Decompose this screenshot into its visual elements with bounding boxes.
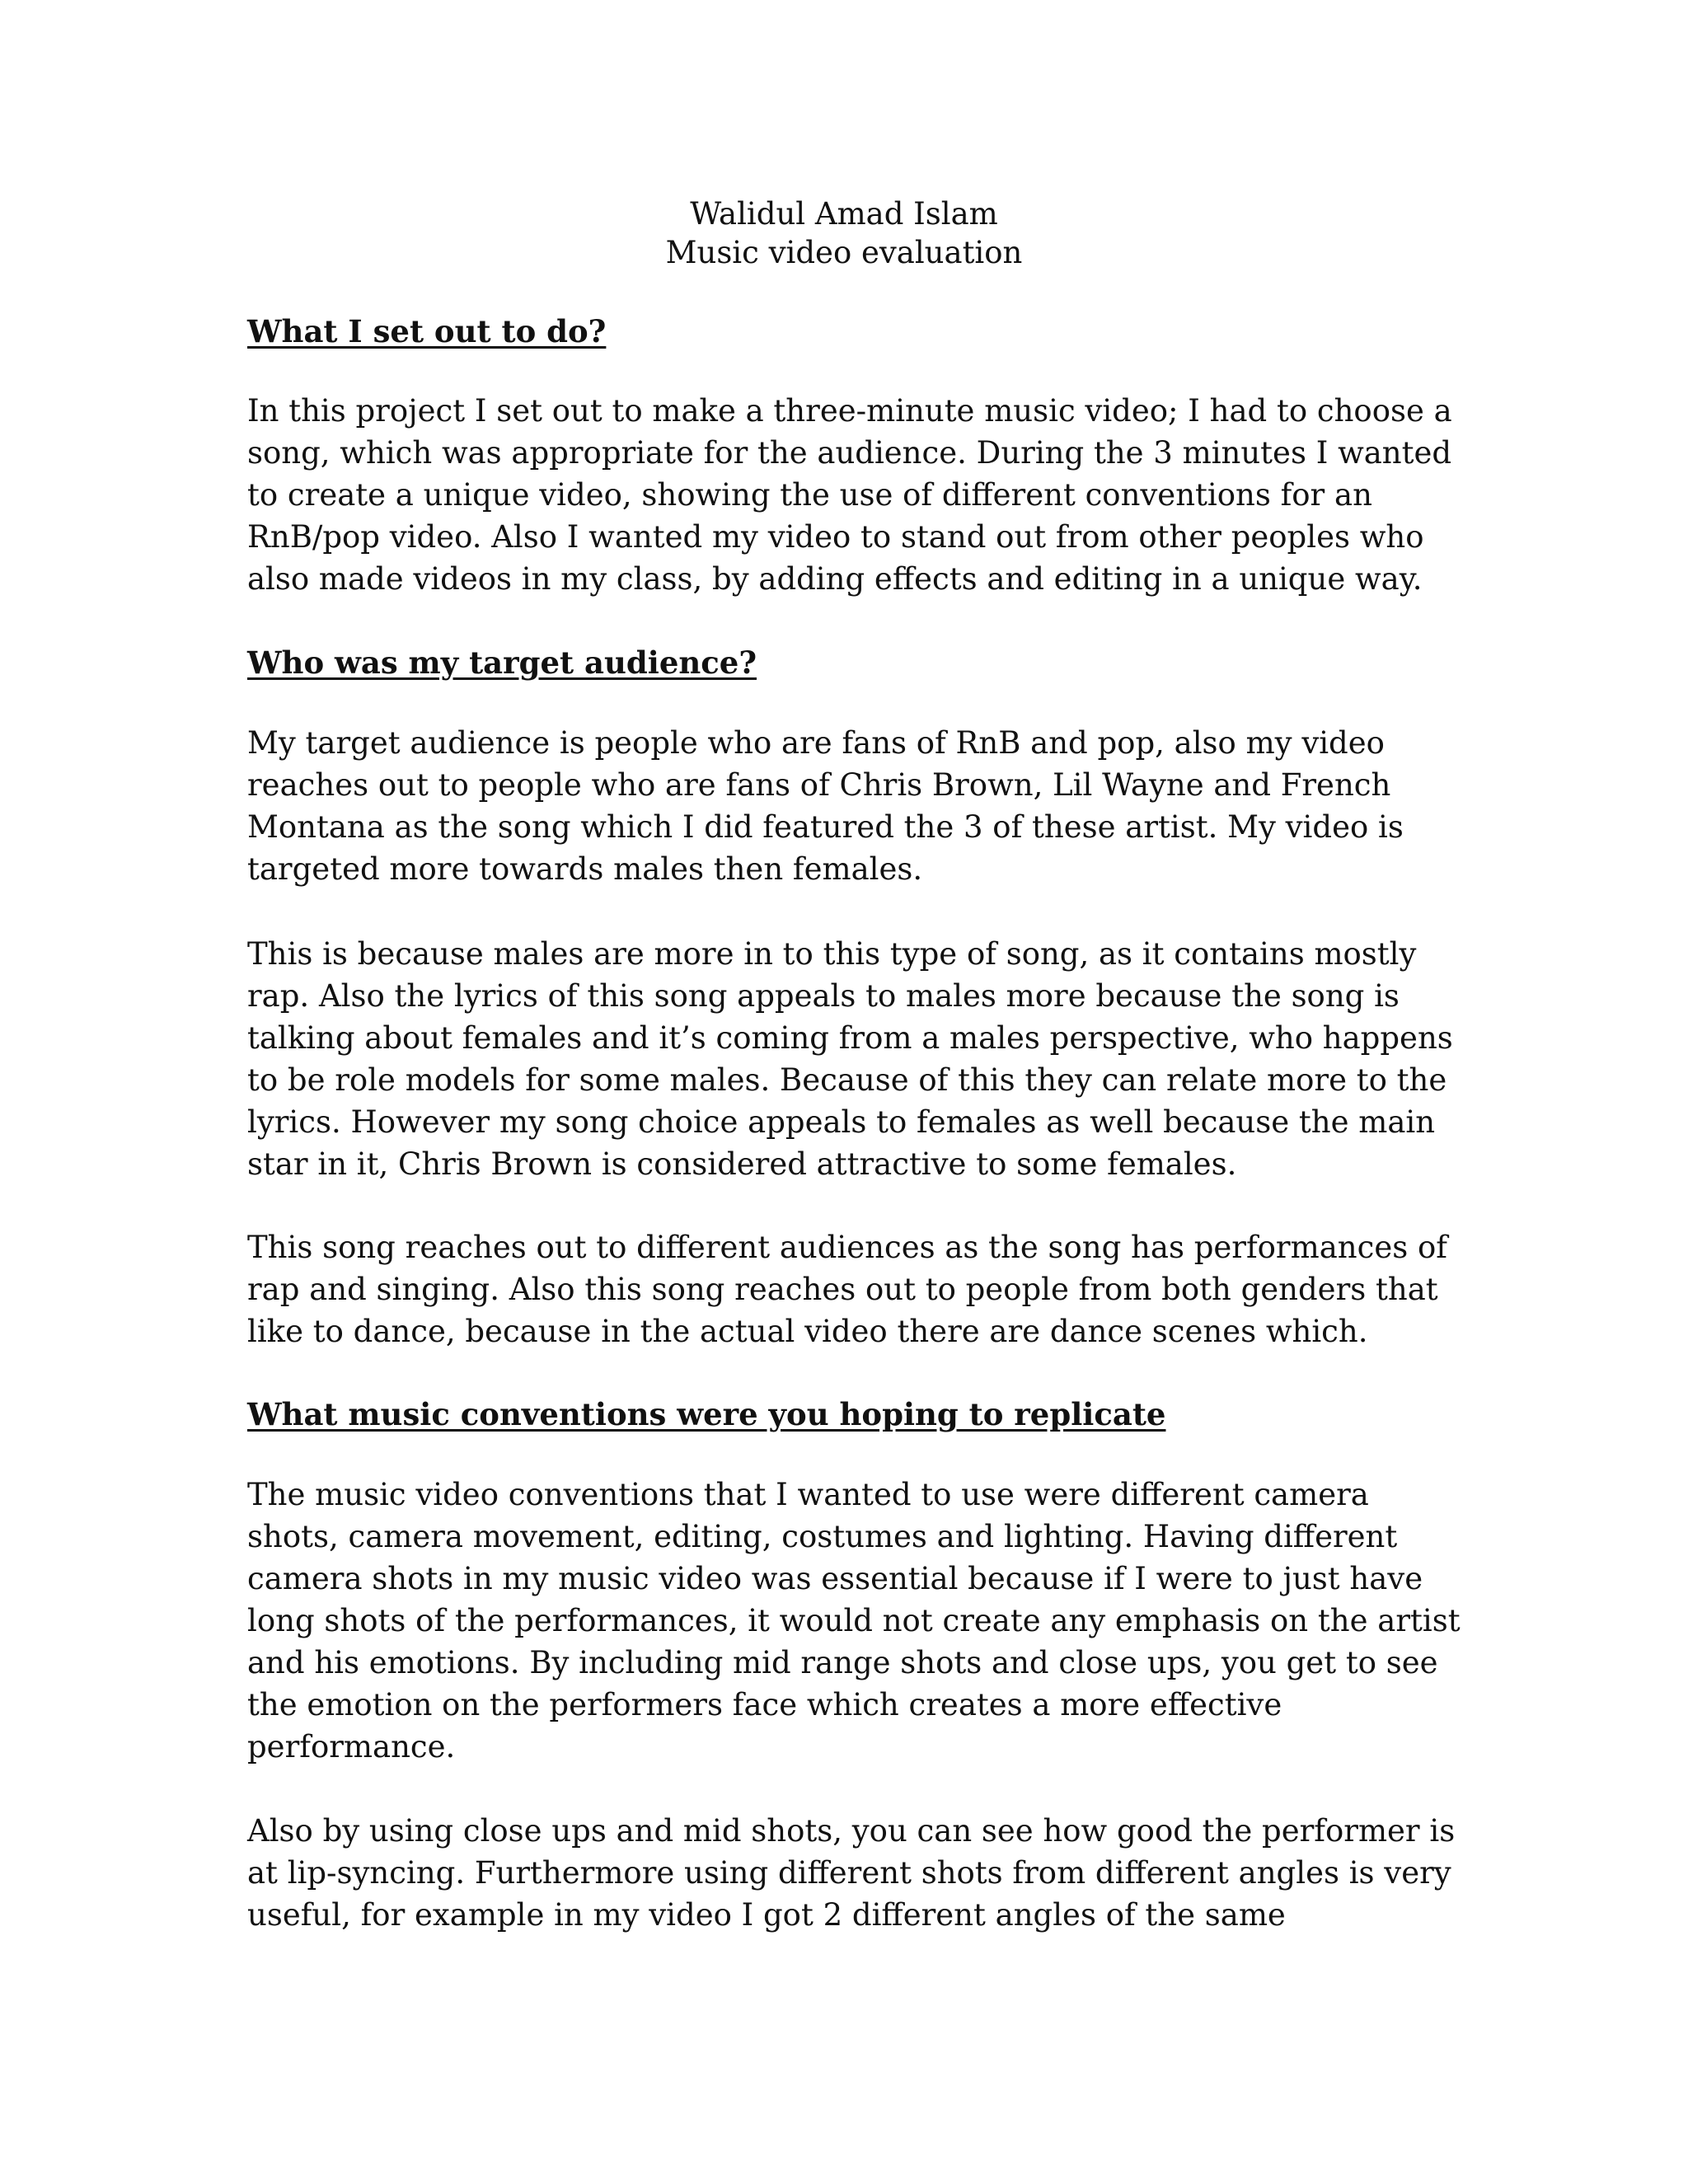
- text-line: RnB/pop video. Also I wanted my video to stand out from other peoples who: [247, 519, 1424, 555]
- text-line: camera shots in my music video was essential because if I were to just have: [247, 1561, 1423, 1596]
- text-line: song, which was appropriate for the audience. During the 3 minutes I wanted: [247, 435, 1452, 471]
- text-line: My target audience is people who are fans of RnB and pop, also my video: [247, 725, 1385, 761]
- text-line: rap and singing. Also this song reaches out to people from both genders that: [247, 1272, 1438, 1307]
- text-line: at lip-syncing. Furthermore using different shots from different angles is very: [247, 1855, 1451, 1891]
- paragraph: [247, 390, 1452, 600]
- text-line: to create a unique video, showing the use of different conventions for an: [247, 477, 1372, 513]
- section-heading-goals: What I set out to do?: [247, 313, 607, 349]
- document-subtitle: Music video evaluation: [665, 235, 1023, 270]
- author-name: Walidul Amad Islam: [690, 196, 998, 232]
- paragraph: [247, 1810, 1456, 1936]
- text-line: targeted more towards males then females.: [247, 851, 923, 887]
- text-line: long shots of the performances, it would not create any emphasis on the artist: [247, 1603, 1461, 1638]
- text-line: rap. Also the lyrics of this song appeals to males more because the song is: [247, 978, 1400, 1014]
- text-line: useful, for example in my video I got 2 different angles of the same: [247, 1897, 1286, 1933]
- paragraph: [247, 933, 1453, 1185]
- text-line: talking about females and it’s coming from a males perspective, who happens: [247, 1020, 1453, 1056]
- section-heading-conventions: What music conventions were you hoping to replicate: [247, 1396, 1166, 1432]
- text-line: shots, camera movement, editing, costumes and lighting. Having different: [247, 1519, 1398, 1554]
- text-line: performance.: [247, 1729, 456, 1765]
- text-line: Montana as the song which I did featured the 3 of these artist. My video is: [247, 809, 1404, 845]
- text-line: This is because males are more in to this type of song, as it contains mostly: [247, 936, 1417, 972]
- text-line: Also by using close ups and mid shots, you can see how good the performer is: [247, 1813, 1456, 1849]
- text-line: In this project I set out to make a three-minute music video; I had to choose a: [247, 393, 1452, 429]
- text-line: and his emotions. By including mid range shots and close ups, you get to see: [247, 1645, 1438, 1680]
- text-line: lyrics. However my song choice appeals to females as well because the main: [247, 1104, 1436, 1140]
- text-line: star in it, Chris Brown is considered attractive to some females.: [247, 1146, 1237, 1182]
- paragraph: [247, 1474, 1461, 1768]
- text-line: reaches out to people who are fans of Chris Brown, Lil Wayne and French: [247, 767, 1391, 803]
- text-line: to be role models for some males. Because of this they can relate more to the: [247, 1062, 1447, 1098]
- paragraph: [247, 722, 1442, 890]
- section-heading-audience: Who was my target audience?: [247, 644, 757, 681]
- text-line: This song reaches out to different audiences as the song has performances of: [247, 1230, 1447, 1265]
- text-line: the emotion on the performers face which creates a more effective: [247, 1687, 1282, 1722]
- text-line: like to dance, because in the actual video there are dance scenes which.: [247, 1314, 1368, 1349]
- text-line: The music video conventions that I wanted to use were different camera: [247, 1477, 1369, 1512]
- paragraph: [247, 1226, 1447, 1352]
- text-line: also made videos in my class, by adding effects and editing in a unique way.: [247, 561, 1423, 597]
